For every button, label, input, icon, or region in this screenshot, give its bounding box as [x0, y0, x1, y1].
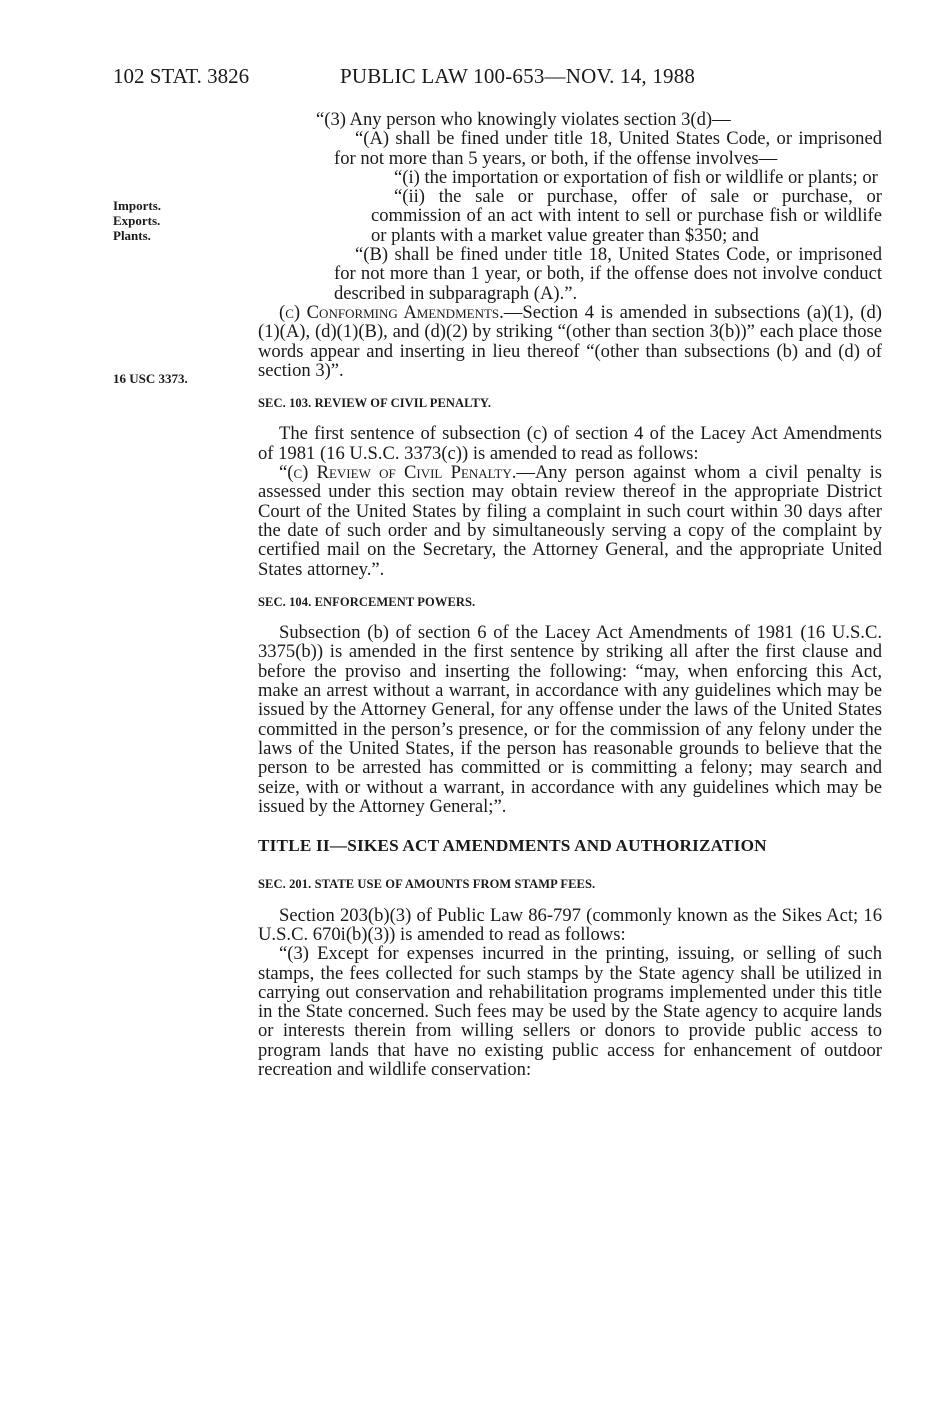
section-103-paragraph-1: The first sentence of subsection (c) of section 4 of the Lacey Act Amendments of 1981 (16 U.S.C. 3373(c)) is amended to read as follows: [258, 423, 882, 464]
section-201-paragraph-1: Section 203(b)(3) of Public Law 86-797 (commonly known as the Sikes Act; 16 U.S.C. 670i(b)(3)) is amended to read as follows: [258, 904, 882, 945]
section-201-paragraph-2: “(3) Except for expenses incurred in the printing, issuing, or selling of such stamps, the fees collected for such stamps by the State agency shall be utilized in carrying out conservation and rehabilitation programs implemented under this title in the State concerned. Such fees may be used by the State agency to acquire lands or interests therein from willing sellers or donors to provide public access to program lands that have no existing public access for enhancement of outdoor recreation and wildlife conservation: [258, 943, 882, 1081]
section-104-heading: SEC. 104. ENFORCEMENT POWERS. [258, 594, 476, 609]
margin-note-plants: Plants. [113, 228, 151, 243]
stat-page-number: 102 STAT. 3826 [113, 64, 250, 88]
document-body [258, 110, 882, 1079]
clause-ii: “(ii) the sale or purchase, offer of sale or purchase, or commission of an act with intent to sell or purchase fish or wildlife or plants with a market value greater than $350; and [371, 186, 882, 246]
clause-i: “(i) the importation or exportation of fish or wildlife or plants; or [394, 166, 878, 188]
margin-note-imports: Imports. [113, 198, 162, 213]
subparagraph-b: “(B) shall be fined under title 18, United States Code, or imprisoned for not more than 1 year, or both, if the offense does not involve conduct described in subparagraph (A).”. [334, 244, 882, 304]
conforming-amendments-label: (c) Conforming Amendments. [279, 301, 504, 323]
section-104-paragraph: Subsection (b) of section 6 of the Lacey Act Amendments of 1981 (16 U.S.C. 3375(b)) is amended in the first sentence by striking all after the first clause and before the proviso and inserting the following: “may, when enforcing this Act, make an arrest without a warrant, in accordance with any guidelines which may be issued by the Attorney General, for any offense under the laws of the United States committed in the person’s presence, or for the commission of any felony under the laws of the United States, if the person has reasonable grounds to believe that the person to be arrested has committed or is committing a felony; may search and seize, with or without a warrant, in accordance with any guidelines which may be issued by the Attorney General;”. [258, 622, 882, 817]
section-103-paragraph-2 [258, 463, 882, 579]
running-head: PUBLIC LAW 100-653—NOV. 14, 1988 [340, 64, 696, 88]
review-civil-penalty-body: —Any person against whom a civil penalty is assessed under this section may obtain review thereof in the appropriate District Court of the United States by filing a complaint in such court within 30 days after the date of such order and by simultaneously serving a copy of the complaint by certified mail on the Secretary, the Attorney General, and the appropriate United States attorney.”. [258, 462, 882, 580]
margin-note-exports: Exports. [113, 213, 161, 228]
subparagraph-a: “(A) shall be fined under title 18, United States Code, or imprisoned for not more than 5 years, or both, if the offense involves— [334, 128, 882, 169]
review-civil-penalty-label: “(c) Review of Civil Penalty. [279, 462, 517, 484]
conforming-amendments-paragraph [258, 303, 882, 380]
title-2-heading: TITLE II—SIKES ACT AMENDMENTS AND AUTHORIZATION [258, 836, 767, 856]
margin-note-topics [113, 198, 161, 243]
section-201-heading: SEC. 201. STATE USE OF AMOUNTS FROM STAMP FEES. [258, 877, 596, 892]
conforming-amendments-body: —Section 4 is amended in subsections (a)(1), (d)(1)(A), (d)(1)(B), and (d)(2) by striking “(other than section 3(b))” each place those words appear and inserting in lieu thereof “(other than subsections (b) and (d) of section 3)”. [258, 301, 882, 381]
section-103-heading: SEC. 103. REVIEW OF CIVIL PENALTY. [258, 396, 492, 411]
margin-note-usc: 16 USC 3373. [113, 371, 188, 386]
paragraph-3-intro: “(3) Any person who knowingly violates section 3(d)— [316, 109, 731, 130]
page-header [113, 64, 893, 90]
